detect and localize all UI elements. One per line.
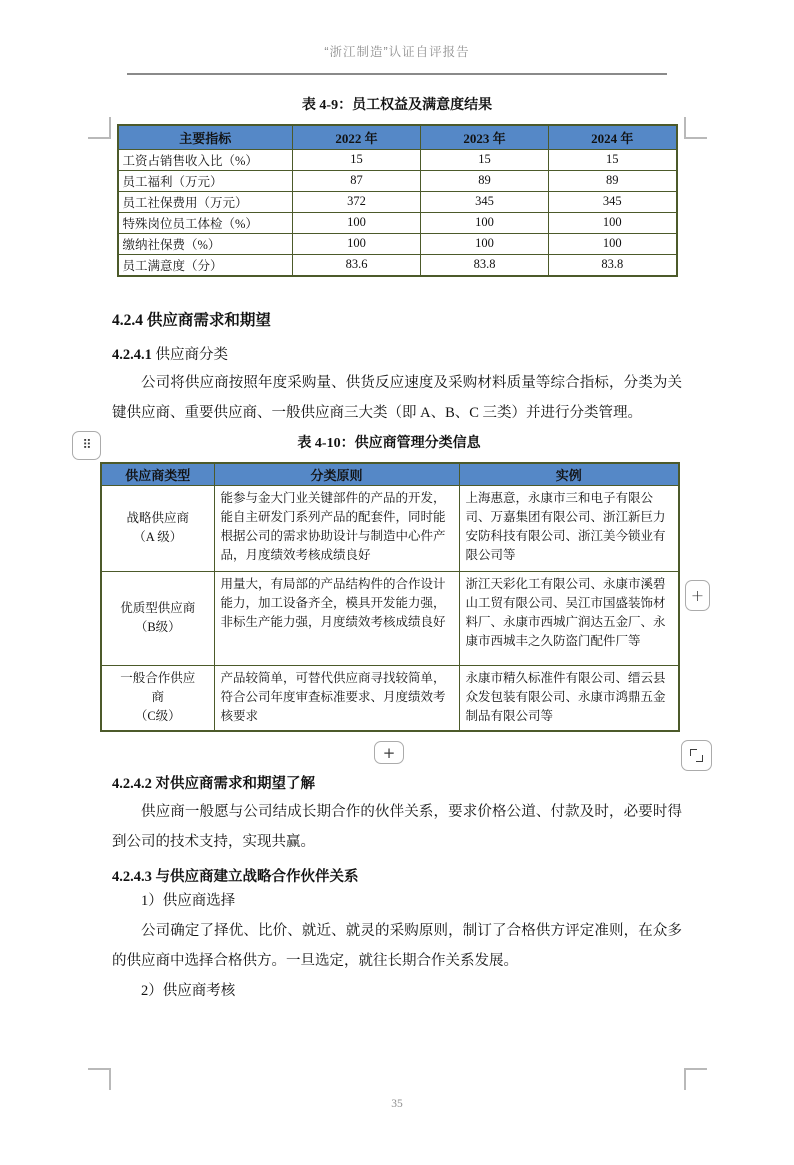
table-row <box>101 485 679 571</box>
text-boundary-mark-bottom-right <box>684 1068 707 1090</box>
value-2022: 83.6 <box>293 254 421 276</box>
value-2023: 100 <box>421 233 549 254</box>
add-column-button[interactable]: + <box>685 580 710 611</box>
supplier-type-name: 优质型供应商 <box>120 601 196 615</box>
header-title: “浙江制造”认证自评报告 <box>324 45 470 59</box>
value-2022: 15 <box>293 149 421 170</box>
table2-header-examples: 实例 <box>459 463 679 486</box>
expand-corners-icon <box>690 749 703 762</box>
text-boundary-mark-bottom-left <box>88 1068 111 1090</box>
table1-header-row <box>118 125 677 149</box>
document-page <box>0 42 794 1165</box>
table-row <box>118 170 677 191</box>
heading-4-2-4: 4.2.4 供应商需求和期望 <box>112 311 271 329</box>
examples-cell: 永康市精久标准件有限公司、缙云县众发包装有限公司、永康市鸿鼎五金制品有限公司等 <box>459 665 679 731</box>
page-content <box>82 96 705 1006</box>
table1-header-2022: 2022 年 <box>293 125 421 149</box>
classification-principle-cell: 能参与金大门业关键部件的产品的开发，能自主研发门系列产品的配套件，同时能根据公司的需求协助设计与制造中心件产品，月度绩效考核成绩良好 <box>214 485 459 571</box>
examples-cell: 上海惠意，永康市三和电子有限公司、万嘉集团有限公司、浙江新巨力安防科技有限公司、浙江美今锁业有限公司等 <box>459 485 679 571</box>
page-number: 35 <box>391 1098 403 1110</box>
value-2024: 345 <box>549 191 677 212</box>
paragraph-supplier-expectations: 供应商一般愿与公司结成长期合作的伙伴关系，要求价格公道、付款及时，必要时得到公司的技术支持，实现共赢。 <box>112 804 682 850</box>
employee-benefits-table <box>117 124 678 277</box>
value-2023: 83.8 <box>421 254 549 276</box>
value-2024: 100 <box>549 212 677 233</box>
table-row <box>118 191 677 212</box>
value-2022: 100 <box>293 233 421 254</box>
supplier-type-cell <box>101 571 214 665</box>
supplier-type-cell <box>101 665 214 731</box>
value-2022: 100 <box>293 212 421 233</box>
indicator-label: 员工社保费用（万元） <box>118 191 293 212</box>
heading-4-2-4-3: 4.2.4.3 与供应商建立战略合作伙伴关系 <box>112 869 359 885</box>
value-2023: 15 <box>421 149 549 170</box>
indicator-label: 缴纳社保费（%） <box>118 233 293 254</box>
table-row <box>101 571 679 665</box>
paragraph-supplier-selection: 公司确定了择优、比价、就近、就灵的采购原则，制订了合格供方评定准则，在众多的供应商中选择合格供方。一旦选定，就往长期合作关系发展。 <box>112 923 682 969</box>
list-item-supplier-assessment: 2）供应商考核 <box>141 983 236 999</box>
indicator-label: 员工满意度（分） <box>118 254 293 276</box>
supplier-type-cell <box>101 485 214 571</box>
table2-header-principle: 分类原则 <box>214 463 459 486</box>
value-2023: 345 <box>421 191 549 212</box>
indicator-label: 特殊岗位员工体检（%） <box>118 212 293 233</box>
heading-4-2-4-2: 4.2.4.2 对供应商需求和期望了解 <box>112 776 315 792</box>
grid-dots-icon: ⠿ <box>82 437 91 453</box>
paragraph-supplier-classification: 公司将供应商按照年度采购量、供货反应速度及采购材料质量等综合指标，分类为关键供应商、重要供应商、一般供应商三大类（即 A、B、C 三类）并进行分类管理。 <box>112 374 682 421</box>
value-2022: 372 <box>293 191 421 212</box>
table1-header-2024: 2024 年 <box>549 125 677 149</box>
supplier-type-name: 战略供应商 <box>126 511 189 525</box>
table2-header-type: 供应商类型 <box>101 463 214 486</box>
table2-header-row <box>101 463 679 486</box>
supplier-grade: （A 级） <box>133 530 183 544</box>
value-2023: 100 <box>421 212 549 233</box>
classification-principle-cell: 用量大，有局部的产品结构件的合作设计能力，加工设备齐全，模具开发能力强，非标生产能力强，月度绩效考核成绩良好 <box>214 571 459 665</box>
supplier-grade: （C级） <box>134 709 181 724</box>
value-2023: 89 <box>421 170 549 191</box>
indicator-label: 员工福利（万元） <box>118 170 293 191</box>
table2-block <box>82 434 705 762</box>
expand-table-button[interactable] <box>681 740 712 771</box>
table2-caption: 表 4-10：供应商管理分类信息 <box>297 435 481 451</box>
text-boundary-mark-top-left <box>88 117 111 139</box>
heading-4-2-4-1 <box>112 343 682 364</box>
table-drag-handle-button[interactable] <box>72 431 101 460</box>
table1-header-indicator: 主要指标 <box>118 125 293 149</box>
value-2022: 87 <box>293 170 421 191</box>
table-row <box>118 212 677 233</box>
header-rule <box>127 73 667 75</box>
indicator-label: 工资占销售收入比（%） <box>118 149 293 170</box>
list-item-supplier-selection: 1）供应商选择 <box>141 893 236 909</box>
examples-cell: 浙江天彩化工有限公司、永康市溪碧山工贸有限公司、吴江市国盛装饰材料厂、永康市西城广润达五金厂、永康市西城丰之久防盗门配件厂等 <box>459 571 679 665</box>
table1-caption: 表 4-9：员工权益及满意度结果 <box>301 98 493 113</box>
table-row <box>118 254 677 276</box>
text-boundary-mark-top-right <box>684 117 707 139</box>
table-row <box>118 149 677 170</box>
table-row <box>118 233 677 254</box>
classification-principle-cell: 产品较简单，可替代供应商寻找较简单，符合公司年度审查标准要求、月度绩效考核要求 <box>214 665 459 731</box>
supplier-classification-table <box>100 462 680 733</box>
add-row-button[interactable]: + <box>374 741 404 764</box>
table-row <box>101 665 679 731</box>
value-2024: 100 <box>549 233 677 254</box>
table1-header-2023: 2023 年 <box>421 125 549 149</box>
supplier-type-name: 一般合作供应商 <box>120 671 196 705</box>
heading-number: 4.2.4.1 <box>112 346 152 363</box>
value-2024: 15 <box>549 149 677 170</box>
value-2024: 89 <box>549 170 677 191</box>
supplier-grade: （B级） <box>134 620 181 634</box>
heading-text: 供应商分类 <box>155 346 228 363</box>
value-2024: 83.8 <box>549 254 677 276</box>
